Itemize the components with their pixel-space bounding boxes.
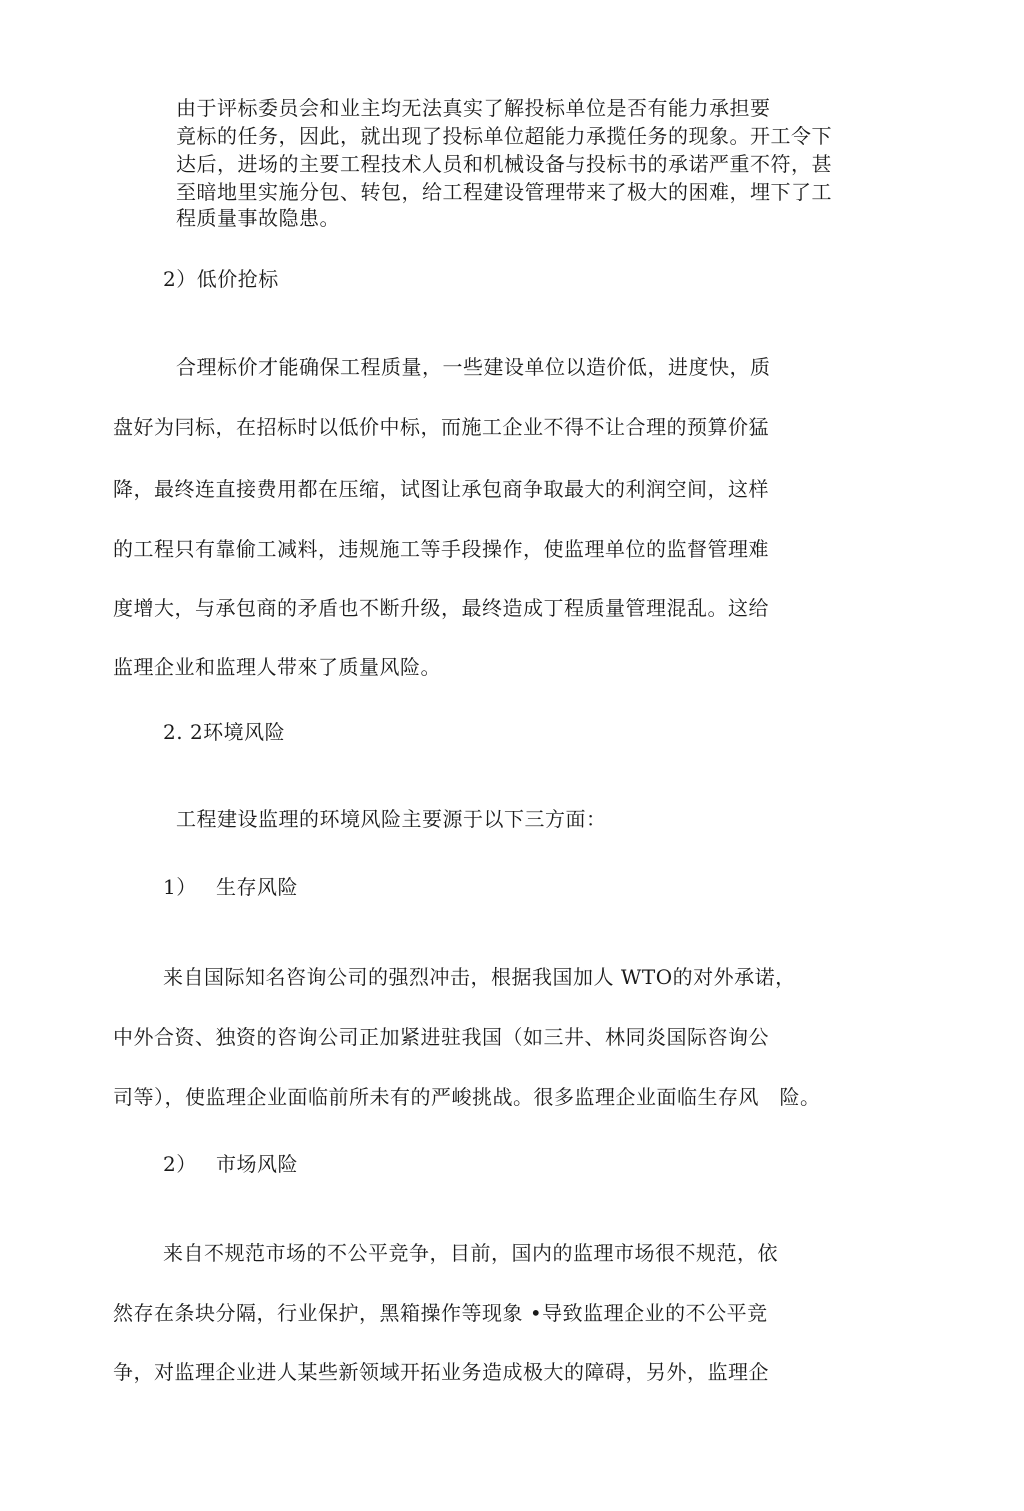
paragraph-line: 降，最终连直接费用都在压缩，试图让承包商争取最大的利润空间，这样	[113, 477, 769, 501]
paragraph-line: 程质量事故隐患。	[176, 206, 340, 230]
paragraph-line: 合理标价才能确保工程质量，一些建设单位以造价低，进度快，质	[176, 355, 771, 379]
paragraph-line: 然存在条块分隔，行业保护，黑箱操作等现象 •导致监理企业的不公平竞	[113, 1301, 768, 1325]
section-heading: 2. 2环境风险	[163, 720, 286, 744]
section-heading: 2）低价抢标	[163, 267, 279, 291]
paragraph-line: 盘好为冃标，在招标时以低价中标，而施工企业不得不让合理的预算价猛	[113, 415, 769, 439]
paragraph-line: 度增大，与承包商的矛盾也不断升级，最终造成丁程质量管理混乱。这给	[113, 596, 769, 620]
paragraph-line: 达后，进场的主要工程技术人员和机械设备与投标书的承诺严重不符，甚	[176, 152, 832, 176]
paragraph-line: 由于评标委员会和业主均无法真实了解投标单位是否有能力承担要	[176, 96, 771, 120]
paragraph-line: 中外合资、独资的咨询公司正加紧进驻我国（如三井、林同炎国际咨询公	[113, 1025, 769, 1049]
paragraph-line: 来自国际知名咨询公司的强烈冲击，根据我国加人 WTO的对外承诺，	[163, 965, 796, 989]
subsection-number: 1）	[163, 875, 197, 899]
paragraph-line: 至暗地里实施分包、转包，给工程建设管理带来了极大的困难，埋下了工	[176, 180, 832, 204]
paragraph-line: 工程建设监理的环境风险主要源于以下三方面：	[176, 807, 607, 831]
paragraph-line: 的工程只有靠偷工减料，违规施工等手段操作，使监理单位的监督管理难	[113, 537, 769, 561]
paragraph-line: 司等），使监理企业面临前所未有的严峻挑战。很多监理企业面临生存风 险。	[113, 1085, 821, 1109]
paragraph-line: 争，对监理企业进人某些新领域开拓业务造成极大的障碍，另外，监理企	[113, 1360, 769, 1384]
subsection-heading: 市场风险	[216, 1152, 298, 1176]
subsection-heading: 生存风险	[216, 875, 298, 899]
paragraph-line: 监理企业和监理人带來了质量风险。	[113, 655, 441, 679]
paragraph-line: 竟标的任务，因此，就出现了投标单位超能力承揽任务的现象。开工令下	[176, 124, 832, 148]
paragraph-line: 来自不规范市场的不公平竞争，目前，国内的监理市场很不规范，依	[163, 1241, 778, 1265]
subsection-number: 2）	[163, 1152, 197, 1176]
